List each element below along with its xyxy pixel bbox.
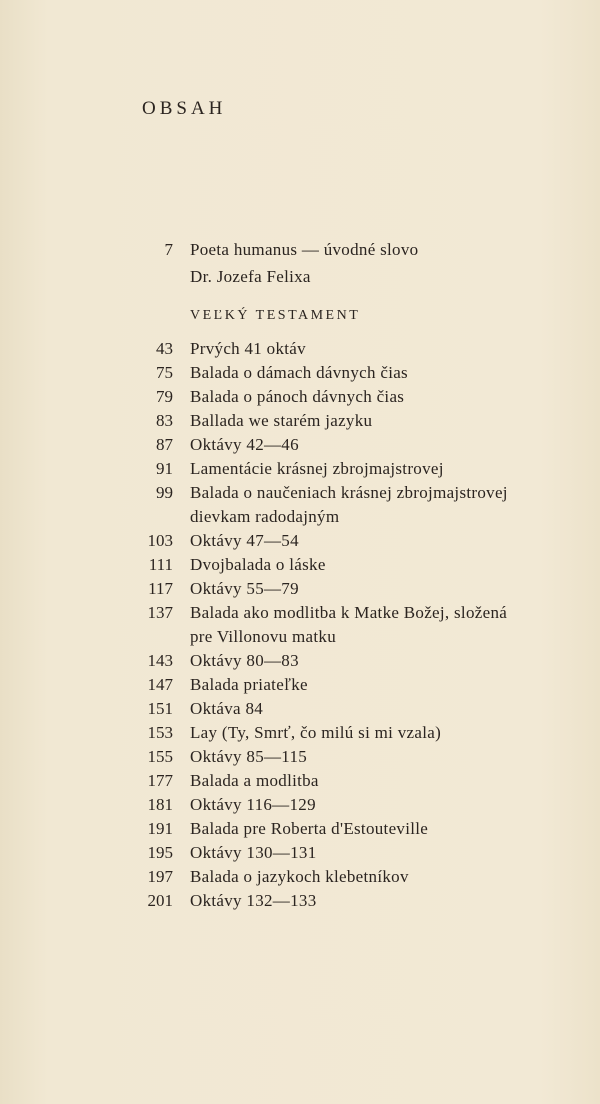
toc-title: Oktáva 84: [190, 699, 264, 718]
toc-title: Oktávy 42—46: [190, 435, 299, 454]
toc-title: Dvojbalada o láske: [190, 555, 326, 574]
toc-page-number: 103: [147, 531, 173, 550]
toc-title: Oktávy 116—129: [190, 795, 316, 814]
toc-entries: [0, 337, 600, 913]
toc-row: [0, 745, 600, 769]
toc-row: [0, 601, 600, 625]
toc-row: [0, 625, 600, 649]
toc-title: dievkam radodajným: [190, 507, 340, 526]
toc-page-number: 91: [156, 459, 173, 478]
toc-row: [0, 673, 600, 697]
toc-page-number: 7: [164, 240, 173, 259]
toc-page-number: 79: [156, 387, 173, 406]
toc-page-number: 181: [147, 795, 173, 814]
toc-page-number: 177: [147, 771, 173, 790]
toc-row: [0, 793, 600, 817]
toc-row: [0, 337, 600, 361]
toc-title: Lamentácie krásnej zbrojmajstrovej: [190, 459, 444, 478]
toc-row: [0, 481, 600, 505]
toc-page-number: 153: [147, 723, 173, 742]
toc-heading: OBSAH: [142, 98, 227, 119]
toc-title: Balada o jazykoch klebetníkov: [190, 867, 409, 886]
toc-row: [0, 865, 600, 889]
toc-page-number: 43: [156, 339, 173, 358]
toc-title: Balada o dámach dávnych čias: [190, 363, 408, 382]
toc-row: [0, 817, 600, 841]
toc-title: Oktávy 130—131: [190, 843, 317, 862]
toc-title: Oktávy 85—115: [190, 747, 308, 766]
toc-page-number: 137: [147, 603, 173, 622]
toc-row: [0, 505, 600, 529]
toc-row: [0, 577, 600, 601]
section-label: VEĽKÝ TESTAMENT: [190, 308, 361, 323]
toc-page-number: 195: [147, 843, 173, 862]
toc-row: [0, 385, 600, 409]
toc-row: [0, 457, 600, 481]
toc-title: Prvých 41 oktáv: [190, 339, 306, 358]
toc-row: [0, 265, 600, 289]
toc-page-number: 83: [156, 411, 173, 430]
toc-title: Dr. Jozefa Felixa: [190, 267, 311, 286]
toc-row: [0, 841, 600, 865]
toc-title: Lay (Ty, Smrť, čo milú si mi vzala): [190, 723, 442, 742]
table-of-contents: [0, 238, 600, 913]
section-heading: [0, 289, 600, 337]
toc-row: [0, 361, 600, 385]
toc-title: Balada o pánoch dávnych čias: [190, 387, 405, 406]
toc-title: Balada priateľke: [190, 675, 308, 694]
toc-row: [0, 409, 600, 433]
toc-row: [0, 553, 600, 577]
toc-page-number: 147: [147, 675, 173, 694]
toc-row: [0, 649, 600, 673]
toc-row: [0, 433, 600, 457]
toc-page-number: 87: [156, 435, 173, 454]
toc-title: Oktávy 55—79: [190, 579, 299, 598]
toc-page-number: 155: [147, 747, 173, 766]
toc-page-number: 197: [147, 867, 173, 886]
toc-title: Balada a modlitba: [190, 771, 319, 790]
toc-title: Balada ako modlitba k Matke Božej, složená: [190, 603, 508, 622]
toc-row: [0, 238, 600, 262]
toc-title: pre Villonovu matku: [190, 627, 337, 646]
toc-page-number: 111: [148, 555, 173, 574]
toc-page-number: 117: [148, 579, 173, 598]
toc-row: [0, 529, 600, 553]
toc-title: Oktávy 132—133: [190, 891, 317, 910]
toc-title: Balada pre Roberta d'Estouteville: [190, 819, 429, 838]
toc-row: [0, 769, 600, 793]
toc-title: Balada o naučeniach krásnej zbrojmajstrovej: [190, 483, 508, 502]
toc-row: [0, 721, 600, 745]
toc-page-number: 99: [156, 483, 173, 502]
toc-page-number: 75: [156, 363, 173, 382]
toc-row: [0, 697, 600, 721]
toc-page-number: 151: [147, 699, 173, 718]
toc-row: [0, 889, 600, 913]
toc-title: Ballada we starém jazyku: [190, 411, 373, 430]
toc-title: Poeta humanus — úvodné slovo: [190, 240, 419, 259]
toc-page-number: 191: [147, 819, 173, 838]
toc-page-number: 143: [147, 651, 173, 670]
toc-title: Oktávy 80—83: [190, 651, 299, 670]
toc-title: Oktávy 47—54: [190, 531, 299, 550]
toc-page-number: 201: [147, 891, 173, 910]
